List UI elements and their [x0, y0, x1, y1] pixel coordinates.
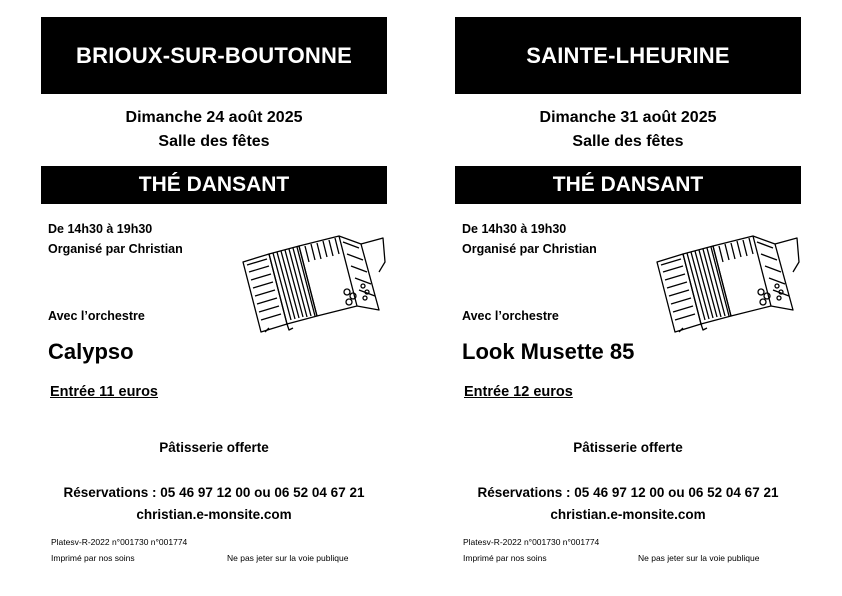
event-date: Dimanche 31 août 2025 — [539, 109, 717, 126]
date-block — [455, 106, 801, 154]
entry-price: Entrée 12 euros — [464, 384, 573, 400]
event-date: Dimanche 24 août 2025 — [125, 109, 303, 126]
accordion-icon — [653, 232, 801, 334]
event-title: THÉ DANSANT — [138, 173, 290, 196]
event-organizer: Organisé par Christian — [462, 242, 597, 256]
event-venue: Salle des fêtes — [572, 133, 684, 150]
city-name: BRIOUX-SUR-BOUTONNE — [76, 42, 352, 68]
disposal-note: Ne pas jeter sur la voie publique — [638, 553, 760, 563]
flyer-right — [455, 0, 815, 596]
printed-note: Imprimé par nos soins — [463, 553, 547, 563]
flyer-left — [41, 0, 401, 596]
website[interactable]: christian.e-monsite.com — [550, 507, 706, 522]
orchestra-intro: Avec l’orchestre — [462, 309, 559, 323]
event-hours: De 14h30 à 19h30 — [462, 222, 567, 236]
pastry-note: Pâtisserie offerte — [573, 440, 683, 455]
event-hours: De 14h30 à 19h30 — [48, 222, 153, 236]
orchestra-intro: Avec l’orchestre — [48, 309, 145, 323]
accordion-icon — [239, 232, 387, 334]
date-block — [41, 106, 387, 154]
disposal-note: Ne pas jeter sur la voie publique — [227, 553, 349, 563]
reservations: Réservations : 05 46 97 12 00 ou 06 52 04 67 21 — [63, 485, 365, 500]
event-title-banner — [41, 166, 387, 204]
pastry-note: Pâtisserie offerte — [159, 440, 269, 455]
event-venue: Salle des fêtes — [158, 133, 270, 150]
license-number: Platesv-R-2022 n°001730 n°001774 — [463, 537, 600, 547]
event-organizer: Organisé par Christian — [48, 242, 183, 256]
entry-price: Entrée 11 euros — [50, 384, 158, 400]
orchestra-name: Calypso — [48, 339, 134, 364]
city-banner — [455, 17, 801, 94]
city-name: SAINTE-LHEURINE — [526, 42, 730, 68]
printed-note: Imprimé par nos soins — [51, 553, 135, 563]
event-title-banner — [455, 166, 801, 204]
reservations: Réservations : 05 46 97 12 00 ou 06 52 04 67 21 — [477, 485, 779, 500]
website[interactable]: christian.e-monsite.com — [136, 507, 292, 522]
orchestra-name: Look Musette 85 — [462, 339, 635, 364]
event-title: THÉ DANSANT — [552, 173, 704, 196]
license-number: Platesv-R-2022 n°001730 n°001774 — [51, 537, 188, 547]
city-banner — [41, 17, 387, 94]
